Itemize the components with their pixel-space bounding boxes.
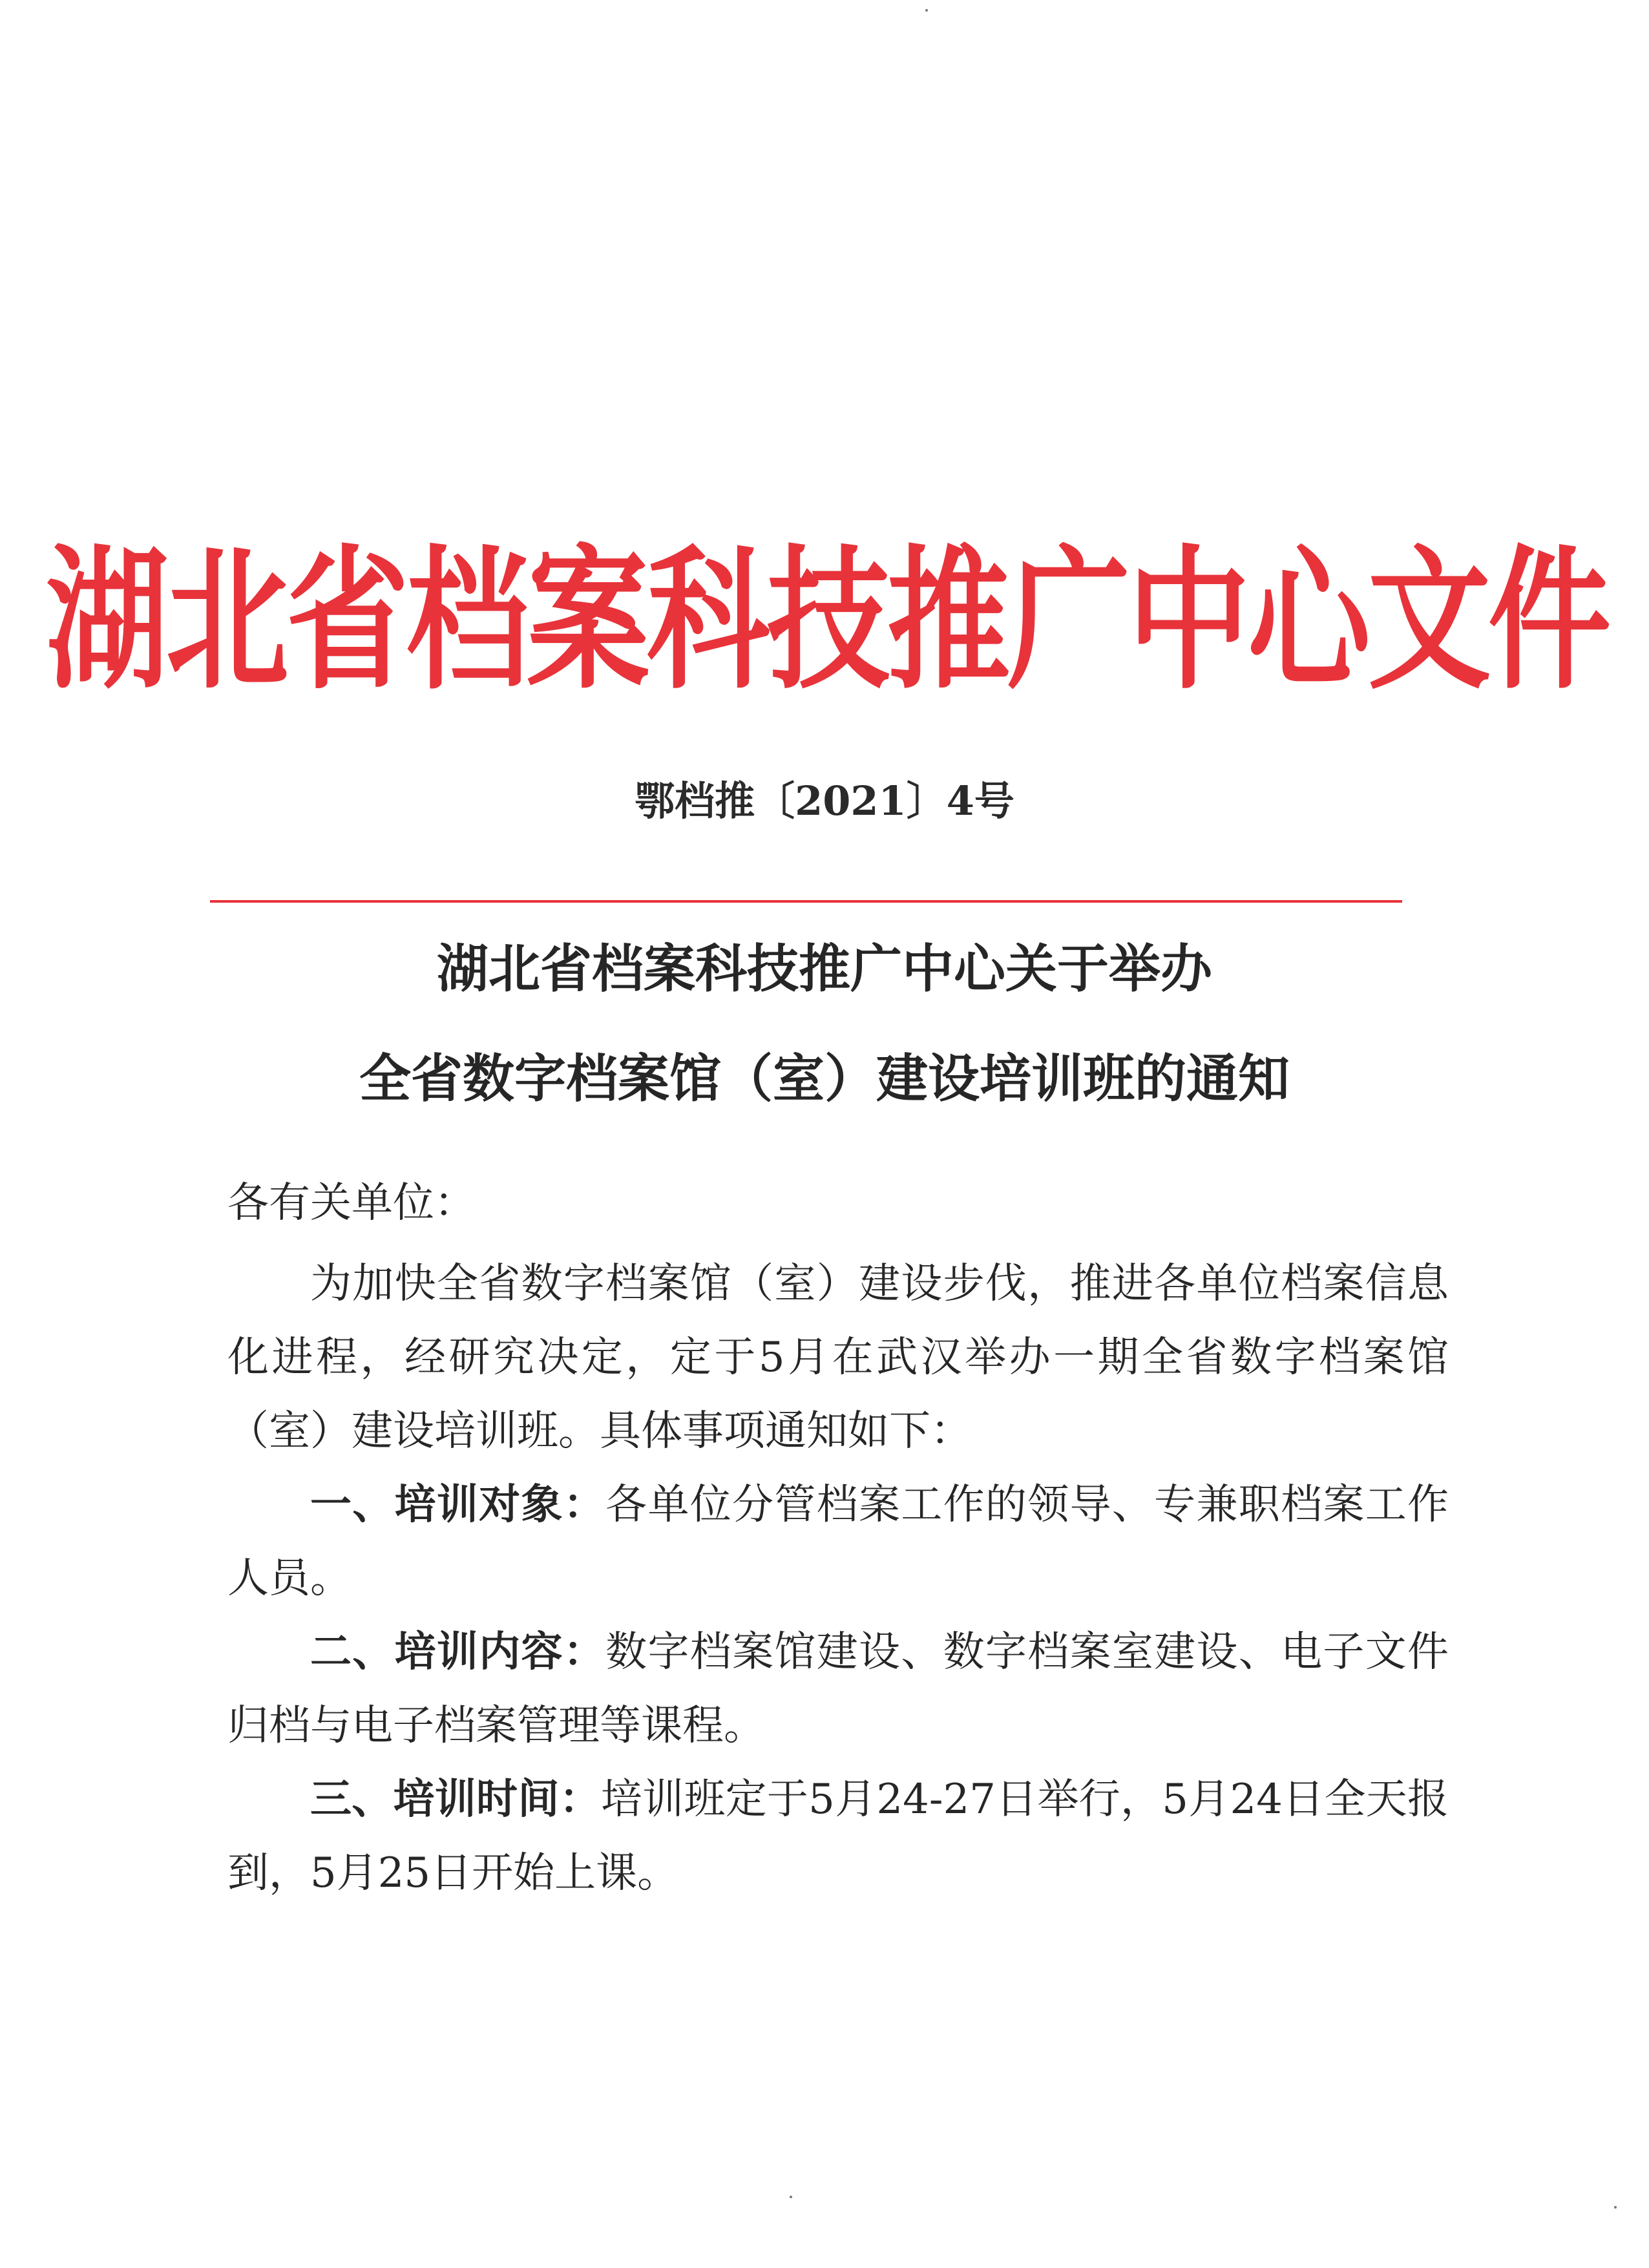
item-training-content — [227, 1615, 1449, 1763]
item-training-audience — [227, 1468, 1449, 1615]
scan-speck — [790, 2196, 792, 2198]
notice-title-line1: 湖北省档案科技推广中心关于举办 — [437, 939, 1212, 999]
document-number: 鄂档推〔2021〕4号 — [635, 777, 1014, 824]
scan-speck — [1614, 2206, 1617, 2209]
scan-speck — [925, 9, 928, 12]
intro-paragraph: 为加快全省数字档案馆（室）建设步伐，推进各单位档案信息化进程，经研究决定，定于5月在武汉举办一期全省数字档案馆（室）建设培训班。具体事项通知如下： — [227, 1260, 1449, 1455]
issuer-header-title: 湖北省档案科技推广中心文件 — [46, 530, 1609, 710]
item-text: 各单位分管档案工作的领导、专兼职档案工作人员。 — [227, 1481, 1449, 1602]
red-divider-line — [210, 900, 1402, 903]
item-heading: 二、培训内容： — [310, 1628, 606, 1676]
notice-title-line2: 全省数字档案馆（室）建设培训班的通知 — [359, 1049, 1290, 1109]
item-training-time — [227, 1763, 1449, 1910]
item-text: 培训班定于5月24-27日举行，5月24日全天报到，5月25日开始上课。 — [227, 1776, 1449, 1897]
item-heading: 一、培训对象： — [310, 1480, 606, 1529]
salutation: 各有关单位： — [227, 1179, 476, 1227]
item-text: 数字档案馆建设、数字档案室建设、电子文件归档与电子档案管理等课程。 — [227, 1628, 1449, 1750]
item-heading: 三、培训时间： — [310, 1775, 601, 1823]
